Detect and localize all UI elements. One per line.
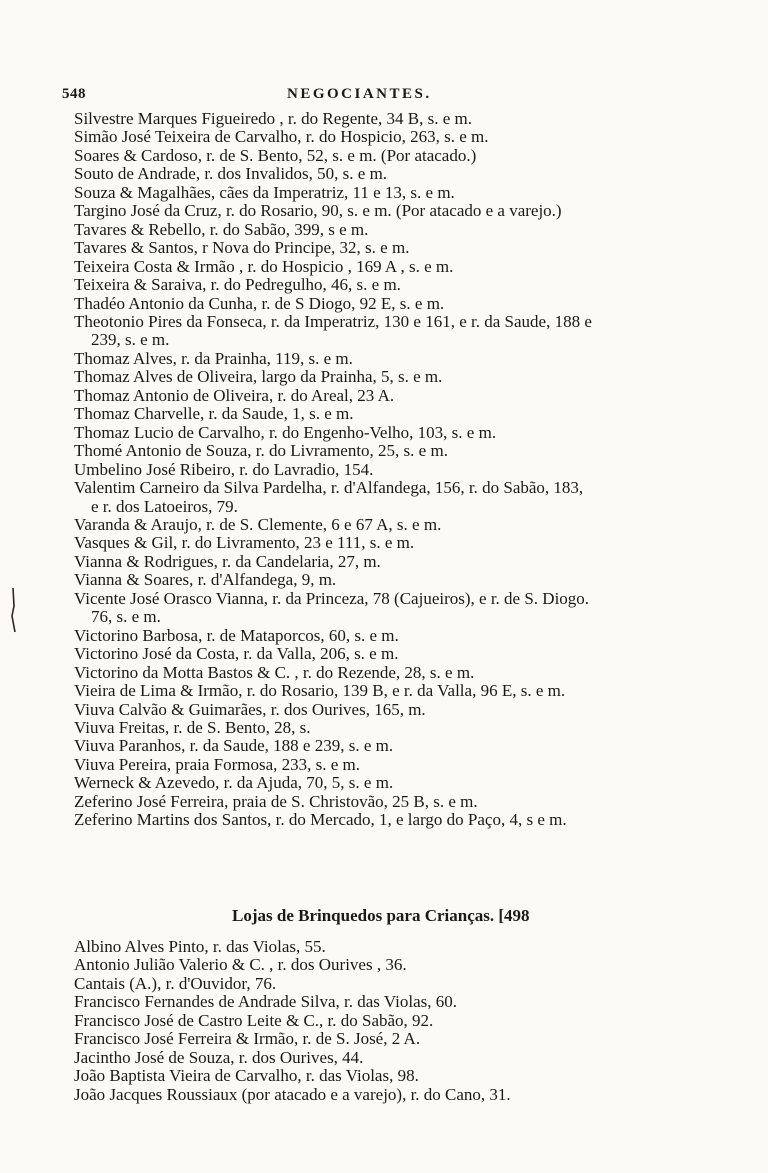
list-item: Zeferino Martins dos Santos, r. do Mercado, 1, e largo do Paço, 4, s e m. [74,810,567,830]
list-item: Vianna & Soares, r. d'Alfandega, 9, m. [74,570,337,590]
list-item: Varanda & Araujo, r. de S. Clemente, 6 e 67 A, s. e m. [74,514,442,534]
list-item: Thomaz Antonio de Oliveira, r. do Areal, 23 A. [74,385,395,405]
list-item: Viuva Freitas, r. de S. Bento, 28, s. [74,717,311,737]
list-item-continuation: 239, s. e m. [91,330,170,350]
list-item: Vicente José Orasco Vianna, r. da Princeza, 78 (Cajueiros), e r. de S. Diogo. [74,588,590,608]
list-item: Teixeira Costa & Irmão , r. do Hospicio , 169 A , s. e m. [74,256,454,276]
list-item: Cantais (A.), r. d'Ouvidor, 76. [74,973,277,993]
list-item: Werneck & Azevedo, r. da Ajuda, 70, 5, s. e m. [74,773,394,793]
list-item: Viuva Paranhos, r. da Saude, 188 e 239, s. e m. [74,736,394,756]
list-item: Umbelino José Ribeiro, r. do Lavradio, 154. [74,459,374,479]
running-title: NEGOCIANTES. [287,86,432,102]
list-item: Theotonio Pires da Fonseca, r. da Imperatriz, 130 e 161, e r. da Saude, 188 e [74,311,592,331]
list-item: Tavares & Rebello, r. do Sabão, 399, s e m. [74,219,369,239]
list-item: Thomaz Lucio de Carvalho, r. do Engenho-Velho, 103, s. e m. [74,422,497,442]
list-item: Vieira de Lima & Irmão, r. do Rosario, 139 B, e r. da Valla, 96 E, s. e m. [74,681,566,701]
list-item: Albino Alves Pinto, r. das Violas, 55. [74,937,326,956]
page-number: 548 [62,86,86,102]
list-item: Simão José Teixeira de Carvalho, r. do Hospicio, 263, s. e m. [74,127,489,147]
list-item: Francisco José de Castro Leite & C., r. do Sabão, 92. [74,1010,434,1030]
list-item: Tavares & Santos, r Nova do Principe, 32, s. e m. [74,238,410,258]
list-item: João Baptista Vieira de Carvalho, r. das Violas, 98. [74,1066,419,1086]
list-item: Victorino Barbosa, r. de Mataporcos, 60, s. e m. [74,625,399,645]
list-item: Vasques & Gil, r. do Livramento, 23 e 111, s. e m. [74,533,415,553]
list-item: Francisco Fernandes de Andrade Silva, r. das Violas, 60. [74,992,457,1012]
list-item-continuation: 76, s. e m. [91,607,161,627]
list-item: João Jacques Roussiaux (por atacado e a varejo), r. do Cano, 31. [74,1084,511,1104]
list-item: Thomé Antonio de Souza, r. do Livramento, 25, s. e m. [74,441,448,461]
list-item: Viuva Pereira, praia Formosa, 233, s. e m. [74,754,361,774]
list-item: Souza & Magalhães, cães da Imperatriz, 11 e 13, s. e m. [74,182,455,202]
list-item: Souto de Andrade, r. dos Invalidos, 50, s. e m. [74,164,388,184]
merchant-list [74,110,714,830]
list-item: Viuva Calvão & Guimarães, r. dos Ourives, 165, m. [74,699,426,719]
list-item: Valentim Carneiro da Silva Pardelha, r. d'Alfandega, 156, r. do Sabão, 183, [74,478,584,498]
list-item: Jacintho José de Souza, r. dos Ourives, 44. [74,1047,364,1067]
list-item: Silvestre Marques Figueiredo , r. do Regente, 34 B, s. e m. [74,109,473,128]
list-item: Victorino da Motta Bastos & C. , r. do Rezende, 28, s. e m. [74,662,475,682]
list-item: Thomaz Alves de Oliveira, largo da Prainha, 5, s. e m. [74,367,443,387]
list-item: Thomaz Alves, r. da Prainha, 119, s. e m. [74,348,353,368]
margin-ink-mark [10,586,18,634]
list-item: Targino José da Cruz, r. do Rosario, 90, s. e m. (Por atacado e a varejo.) [74,201,562,221]
list-item: Teixeira & Saraiva, r. do Pedregulho, 46, s. e m. [74,275,401,295]
list-item: Victorino José da Costa, r. da Valla, 206, s. e m. [74,644,399,664]
list-item-continuation: e r. dos Latoeiros, 79. [91,496,238,516]
list-item: Vianna & Rodrigues, r. da Candelaria, 27, m. [74,551,381,571]
page-header [62,86,702,108]
list-item: Thadéo Antonio da Cunha, r. de S Diogo, 92 E, s. e m. [74,293,445,313]
section-heading: Lojas de Brinquedos para Crianças. [498 [232,906,530,925]
list-item: Zeferino José Ferreira, praia de S. Christovão, 25 B, s. e m. [74,791,478,811]
toy-shop-list [74,938,714,1104]
list-item: Francisco José Ferreira & Irmão, r. de S. José, 2 A. [74,1029,421,1049]
list-item: Thomaz Charvelle, r. da Saude, 1, s. e m. [74,404,354,424]
list-item: Soares & Cardoso, r. de S. Bento, 52, s. e m. (Por atacado.) [74,145,477,165]
list-item: Antonio Julião Valerio & C. , r. dos Ourives , 36. [74,955,407,975]
